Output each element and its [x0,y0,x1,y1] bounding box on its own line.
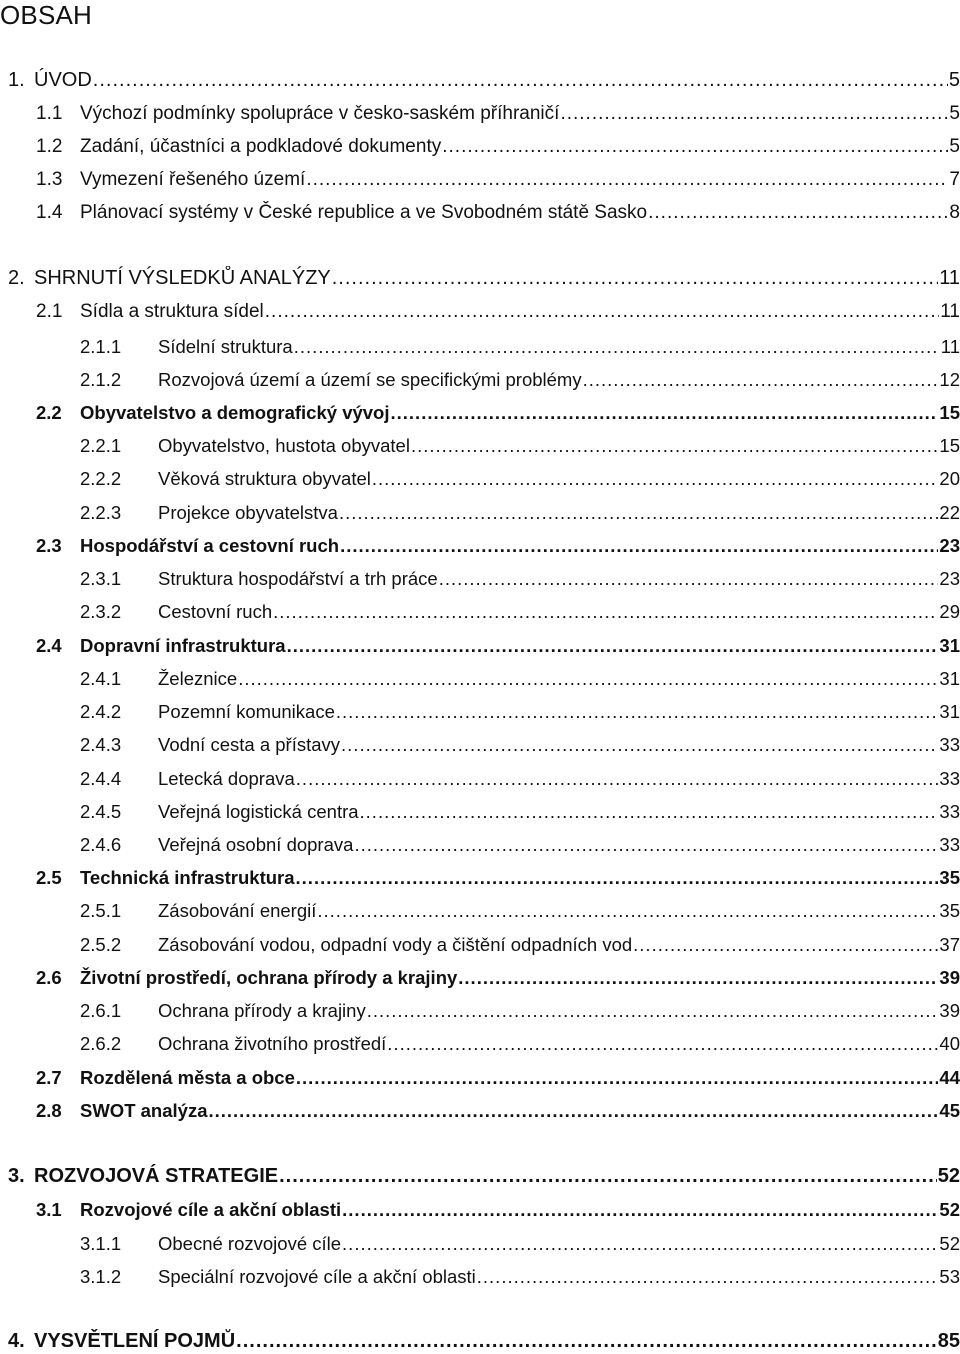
toc-entry-number: 1.2 [36,136,63,157]
toc-entry[interactable] [0,866,960,890]
toc-entry-page: 7 [949,169,960,190]
toc-entry-page: 52 [939,1199,960,1220]
toc-entry-number: 4. [8,1330,25,1352]
toc-entry[interactable] [0,1164,960,1188]
toc-entry[interactable] [0,501,960,525]
toc-title: OBSAH [0,0,93,30]
toc-entry-page: 5 [949,103,960,124]
toc-entry[interactable] [0,335,960,359]
toc-entry-page: 52 [937,1165,960,1187]
dot-leader [93,68,948,92]
toc-entry-label: ÚVOD [34,69,92,91]
dot-leader [354,833,938,857]
toc-entry-label: Zásobování vodou, odpadní vody a čištění odpadních vod [158,934,633,955]
toc-entry-page: 44 [939,1067,960,1088]
toc-entry[interactable] [0,767,960,791]
toc-entry[interactable] [0,634,960,658]
toc-entry-label: Věková struktura obyvatel [158,468,371,489]
toc-entry[interactable] [0,1329,960,1353]
toc-entry-number: 2.6 [36,967,62,988]
toc-entry-number: 2.4.5 [80,801,122,822]
dot-leader [477,1265,939,1289]
dot-leader [367,999,939,1023]
toc-entry[interactable] [0,68,960,92]
toc-entry-number: 2.2.1 [80,435,122,456]
toc-entry-page: 11 [940,336,960,357]
toc-entry-label: Rozvojové cíle a akční oblasti [80,1199,342,1220]
toc-entry-page: 35 [939,900,960,921]
toc-entry[interactable] [0,600,960,624]
dot-leader [296,866,939,890]
toc-entry-page: 5 [949,136,960,157]
toc-entry-label: Obyvatelstvo, hustota obyvatel [158,435,410,456]
toc-entry-page: 22 [939,502,960,523]
toc-entry-page: 23 [939,535,960,556]
toc-entry[interactable] [0,201,960,225]
dot-leader [339,501,938,525]
toc-entry-label: Veřejná logistická centra [158,801,359,822]
toc-entry-number: 2.1 [36,301,63,322]
dot-leader [296,767,939,791]
dot-leader [648,201,948,225]
dot-leader [238,667,938,691]
toc-entry[interactable] [0,1099,960,1123]
dot-leader [360,800,939,824]
toc-entry-number: 3.1 [36,1199,62,1220]
toc-entry-page: 37 [939,934,960,955]
dot-leader [332,266,938,290]
toc-entry-label: Železnice [158,668,238,689]
toc-entry-label: Technická infrastruktura [80,867,295,888]
dot-leader [342,1232,938,1256]
toc-entry-label: Vymezení řešeného území [80,169,306,190]
toc-entry-label: Zadání, účastníci a podkladové dokumenty [80,136,442,157]
dot-leader [296,1066,939,1090]
toc-entry-number: 2.6.2 [80,1033,122,1054]
toc-entry-page: 15 [939,402,960,423]
toc-entry[interactable] [0,434,960,458]
dot-leader [633,933,938,957]
toc-entry-number: 2.4.3 [80,734,122,755]
dot-leader [411,434,938,458]
toc-entry-label: Zásobování energií [158,900,317,921]
toc-entry-page: 35 [939,867,960,888]
toc-entry-page: 31 [939,668,960,689]
toc-entry-number: 3. [8,1165,25,1187]
toc-entry-number: 2.5.2 [80,934,122,955]
toc-entry-label: Dopravní infrastruktura [80,635,286,656]
toc-entry-label: Výchozí podmínky spolupráce v česko-saském příhraničí [80,103,560,124]
toc-entry-page: 33 [939,734,960,755]
toc-entry[interactable] [0,700,960,724]
toc-entry-number: 1.3 [36,169,63,190]
toc-entry[interactable] [0,401,960,425]
toc-entry[interactable] [0,266,960,290]
dot-leader [372,467,939,491]
dot-leader [442,135,948,159]
toc-entry-label: Obecné rozvojové cíle [158,1233,342,1254]
toc-entry[interactable] [0,135,960,159]
toc-entry[interactable] [0,899,960,923]
toc-entry-page: 20 [939,468,960,489]
toc-entry-page: 52 [939,1233,960,1254]
toc-entry-number: 2.1.1 [80,336,122,357]
toc-entry-label: SHRNUTÍ VÝSLEDKŮ ANALÝZY [34,267,331,289]
toc-entry-page: 15 [939,435,960,456]
toc-entry-number: 2.4.4 [80,768,122,789]
toc-entry-page: 33 [939,834,960,855]
toc-entry-label: Veřejná osobní doprava [158,834,354,855]
toc-entry-number: 2.3 [36,535,62,556]
toc-entry-number: 2.2 [36,402,62,423]
toc-entry-label: SWOT analýza [80,1100,208,1121]
toc-entry[interactable] [0,933,960,957]
toc-entry-label: Rozvojová území a území se specifickými problémy [158,369,582,390]
toc-entry-number: 2.4.6 [80,834,122,855]
dot-leader [273,600,938,624]
dot-leader [306,168,948,192]
toc-entry-page: 40 [939,1033,960,1054]
toc-entry[interactable] [0,1198,960,1222]
toc-entry-page: 33 [939,801,960,822]
toc-entry-number: 2.7 [36,1067,62,1088]
toc-entry-label: Plánovací systémy v České republice a ve Svobodném státě Sasko [80,202,648,223]
dot-leader [583,368,939,392]
dot-leader [336,700,939,724]
toc-entry[interactable] [0,102,960,126]
toc-entry[interactable] [0,1265,960,1289]
toc-entry[interactable] [0,833,960,857]
toc-entry-label: VYSVĚTLENÍ POJMŮ [34,1330,236,1352]
toc-entry-label: Projekce obyvatelstva [158,502,338,523]
toc-entry[interactable] [0,368,960,392]
toc-entry[interactable] [0,300,960,324]
toc-entry-page: 33 [939,768,960,789]
toc-entry[interactable] [0,733,960,757]
toc-entry[interactable] [0,1066,960,1090]
toc-entry-number: 2.5 [36,867,62,888]
toc-entry-number: 1.1 [36,103,63,124]
toc-entry-page: 85 [937,1330,960,1352]
toc-entry-number: 1.4 [36,202,63,223]
toc-entry[interactable] [0,999,960,1023]
toc-entry-label: Rozdělená města a obce [80,1067,295,1088]
toc-entry-page: 11 [940,301,960,322]
toc-entry[interactable] [0,1232,960,1256]
toc-entry-label: Cestovní ruch [158,601,273,622]
toc-entry-label: Speciální rozvojové cíle a akční oblasti [158,1266,476,1287]
toc-entry[interactable] [0,467,960,491]
toc-entry-page: 31 [939,635,960,656]
toc-entry[interactable] [0,800,960,824]
toc-entry-label: Pozemní komunikace [158,701,335,722]
toc-entry-number: 2.6.1 [80,1000,122,1021]
toc-entry-number: 2.5.1 [80,900,122,921]
toc-entry-label: ROZVOJOVÁ STRATEGIE [34,1165,279,1187]
toc-entry-number: 2.3.2 [80,601,122,622]
dot-leader [279,1164,937,1188]
dot-leader [287,634,939,658]
toc-entry-page: 45 [939,1100,960,1121]
toc-entry-page: 29 [939,601,960,622]
dot-leader [458,966,938,990]
toc-entry-page: 39 [939,1000,960,1021]
toc-entry-page: 23 [939,568,960,589]
toc-entry[interactable] [0,667,960,691]
dot-leader [560,102,948,126]
toc-entry-number: 2.4 [36,635,62,656]
dot-leader [294,335,940,359]
toc-entry-number: 2.4.2 [80,701,122,722]
toc-entry-number: 2.2.3 [80,502,122,523]
dot-leader [317,899,938,923]
toc-entry-label: Letecká doprava [158,768,295,789]
toc-entry-label: Ochrana přírody a krajiny [158,1000,366,1021]
toc-entry-number: 2. [8,267,25,289]
toc-entry-number: 2.2.2 [80,468,122,489]
toc-entry[interactable] [0,534,960,558]
toc-entry[interactable] [0,966,960,990]
toc-entry-label: Obyvatelstvo a demografický vývoj [80,402,390,423]
toc-entry-label: Vodní cesta a přístavy [158,734,341,755]
dot-leader [439,567,939,591]
dot-leader [342,1198,938,1222]
dot-leader [208,1099,938,1123]
toc-entry-number: 2.1.2 [80,369,122,390]
toc-entry-page: 12 [939,369,960,390]
toc-entry-number: 3.1.1 [80,1233,122,1254]
toc-entry-page: 39 [939,967,960,988]
dot-leader [265,300,940,324]
dot-leader [341,733,938,757]
toc-entry-number: 2.8 [36,1100,62,1121]
toc-entry-page: 5 [948,69,960,91]
toc-entry-number: 1. [8,69,25,91]
toc-entry[interactable] [0,168,960,192]
toc-entry-label: Životní prostředí, ochrana přírody a krajiny [80,967,458,988]
dot-leader [236,1329,937,1353]
dot-leader [391,401,939,425]
toc-entry-label: Struktura hospodářství a trh práce [158,568,438,589]
toc-entry-label: Ochrana životního prostředí [158,1033,387,1054]
toc-entry-number: 3.1.2 [80,1266,122,1287]
toc-entry-label: Sídelní struktura [158,336,293,357]
toc-entry-page: 8 [949,202,960,223]
toc-entry-number: 2.4.1 [80,668,122,689]
toc-entry-page: 11 [939,267,960,289]
toc-entry-label: Hospodářství a cestovní ruch [80,535,340,556]
toc-entry[interactable] [0,1032,960,1056]
toc-entry-label: Sídla a struktura sídel [80,301,264,322]
toc-entry[interactable] [0,567,960,591]
dot-leader [387,1032,938,1056]
dot-leader [340,534,938,558]
toc-entry-page: 53 [939,1266,960,1287]
toc-entry-number: 2.3.1 [80,568,122,589]
toc-entry-page: 31 [939,701,960,722]
